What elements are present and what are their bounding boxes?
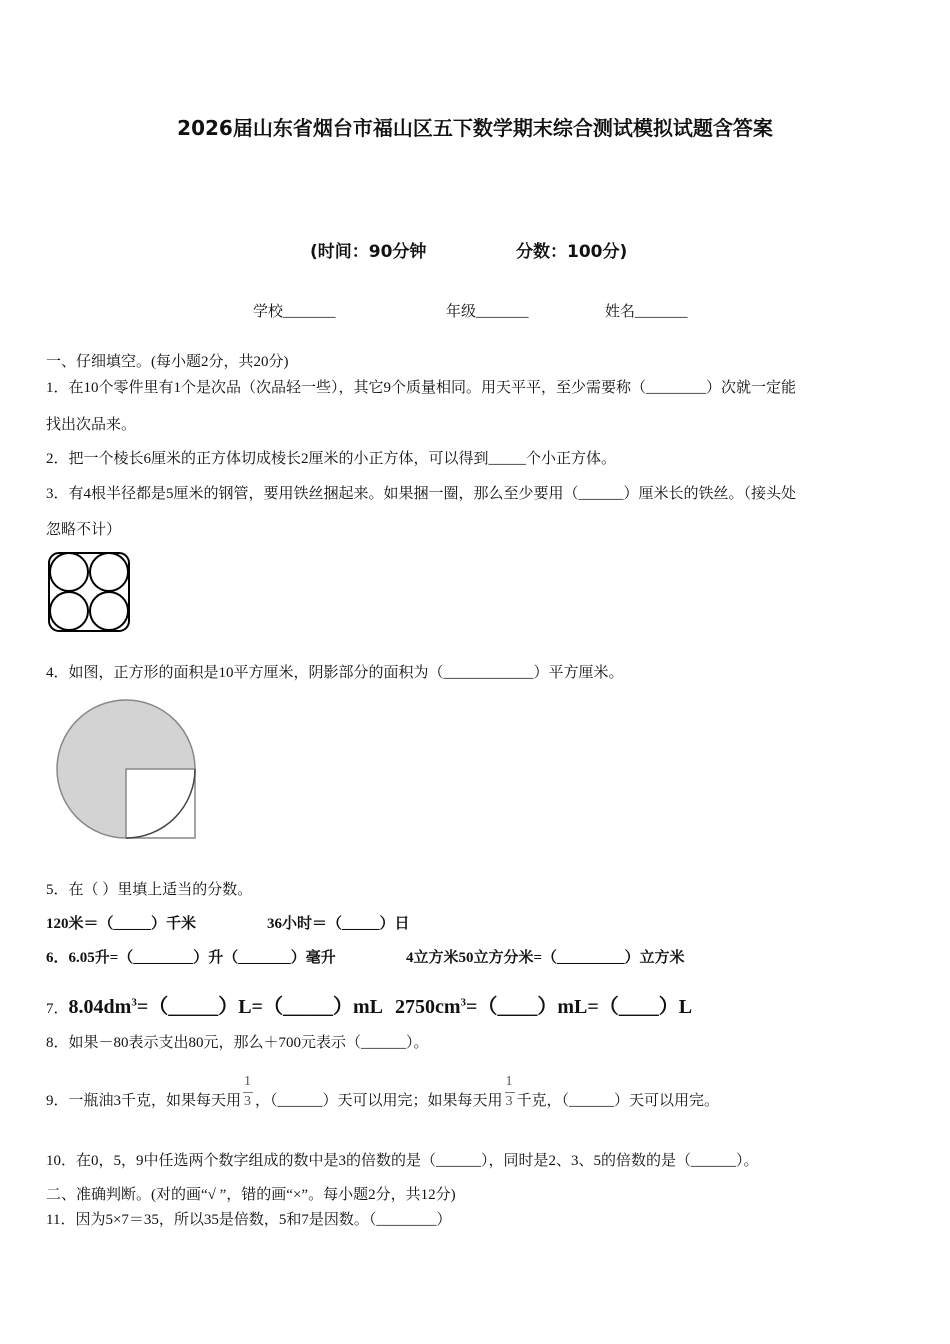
question-3-line-1: 3．有4根半径都是5厘米的钢管，要用铁丝捆起来。如果捆一圈，那么至少要用（______）厘米长的铁丝。（接头处 (46, 486, 797, 502)
question-5-a: 120米＝（_____）千米 (46, 916, 197, 932)
question-7-number: 7． (46, 1001, 69, 1017)
page-title: 2026届山东省烟台市福山区五下数学期末综合测试模拟试题含答案 (177, 116, 773, 140)
four-pipes-figure (46, 551, 132, 633)
fraction-one-third-1: $\frac{1}{3}$ (244, 1073, 252, 1109)
question-5-b: 36小时＝（_____）日 (267, 916, 410, 932)
question-9-part-2: ，（______）天可以用完；如果每天用 (255, 1093, 503, 1109)
question-6-b: 4立方米50立方分米=（_________）立方米 (406, 950, 685, 966)
question-3-line-2: 忽略不计） (46, 522, 122, 538)
circle-square-figure (54, 697, 200, 841)
question-2: 2．把一个棱长6厘米的正方体切成棱长2厘米的小正方体，可以得到_____个小正方体。 (46, 451, 617, 467)
question-7-a2: =（_____）L=（_____）mL (136, 996, 383, 1018)
question-7-exp-2: 3 (460, 996, 466, 1009)
exam-score: 分数：100分) (516, 242, 628, 262)
question-4: 4．如图，正方形的面积是10平方厘米，阴影部分的面积为（____________）平方厘米。 (46, 665, 624, 681)
question-5-prompt: 5．在（ ）里填上适当的分数。 (46, 882, 253, 898)
question-11: 11．因为5×7＝35，所以35是倍数，5和7是因数。（________） (46, 1212, 452, 1228)
question-1-line-2: 找出次品来。 (46, 417, 137, 433)
question-7-b2: =（____）mL=（____）L (466, 996, 693, 1018)
question-7-exp-1: 3 (131, 996, 137, 1009)
fraction-one-third-2: $\frac{1}{3}$ (505, 1073, 513, 1109)
section-1-heading: 一、仔细填空。(每小题2分，共20分) (46, 354, 289, 370)
question-7-b1: 2750cm (394, 996, 461, 1018)
question-9-part-1: 9．一瓶油3千克，如果每天用 (46, 1093, 242, 1109)
question-10: 10．在0，5，9中任选两个数字组成的数中是3的倍数的是（______），同时是2、3、5的倍数的是（______）。 (46, 1153, 759, 1169)
grade-field: 年级_______ (446, 304, 529, 320)
name-field: 姓名_______ (605, 304, 688, 320)
question-8: 8．如果－80表示支出80元，那么＋700元表示（______）。 (46, 1035, 429, 1051)
section-2-heading: 二、准确判断。(对的画“√ ”，错的画“×”。每小题2分，共12分) (46, 1187, 456, 1203)
question-9-part-3: 千克，（______）天可以用完。 (516, 1093, 720, 1109)
exam-time: (时间：90分钟 (310, 242, 427, 262)
question-6-a: 6．6.05升=（________）升（_______）毫升 (46, 950, 336, 966)
question-9 (46, 1073, 720, 1112)
question-7 (46, 990, 692, 1019)
question-1-line-1: 1．在10个零件里有1个是次品（次品轻一些），其它9个质量相同。用天平平，至少需要称（________）次就一定能 (46, 380, 797, 396)
school-field: 学校_______ (253, 304, 336, 320)
question-7-a1: 8.04dm (68, 996, 132, 1018)
